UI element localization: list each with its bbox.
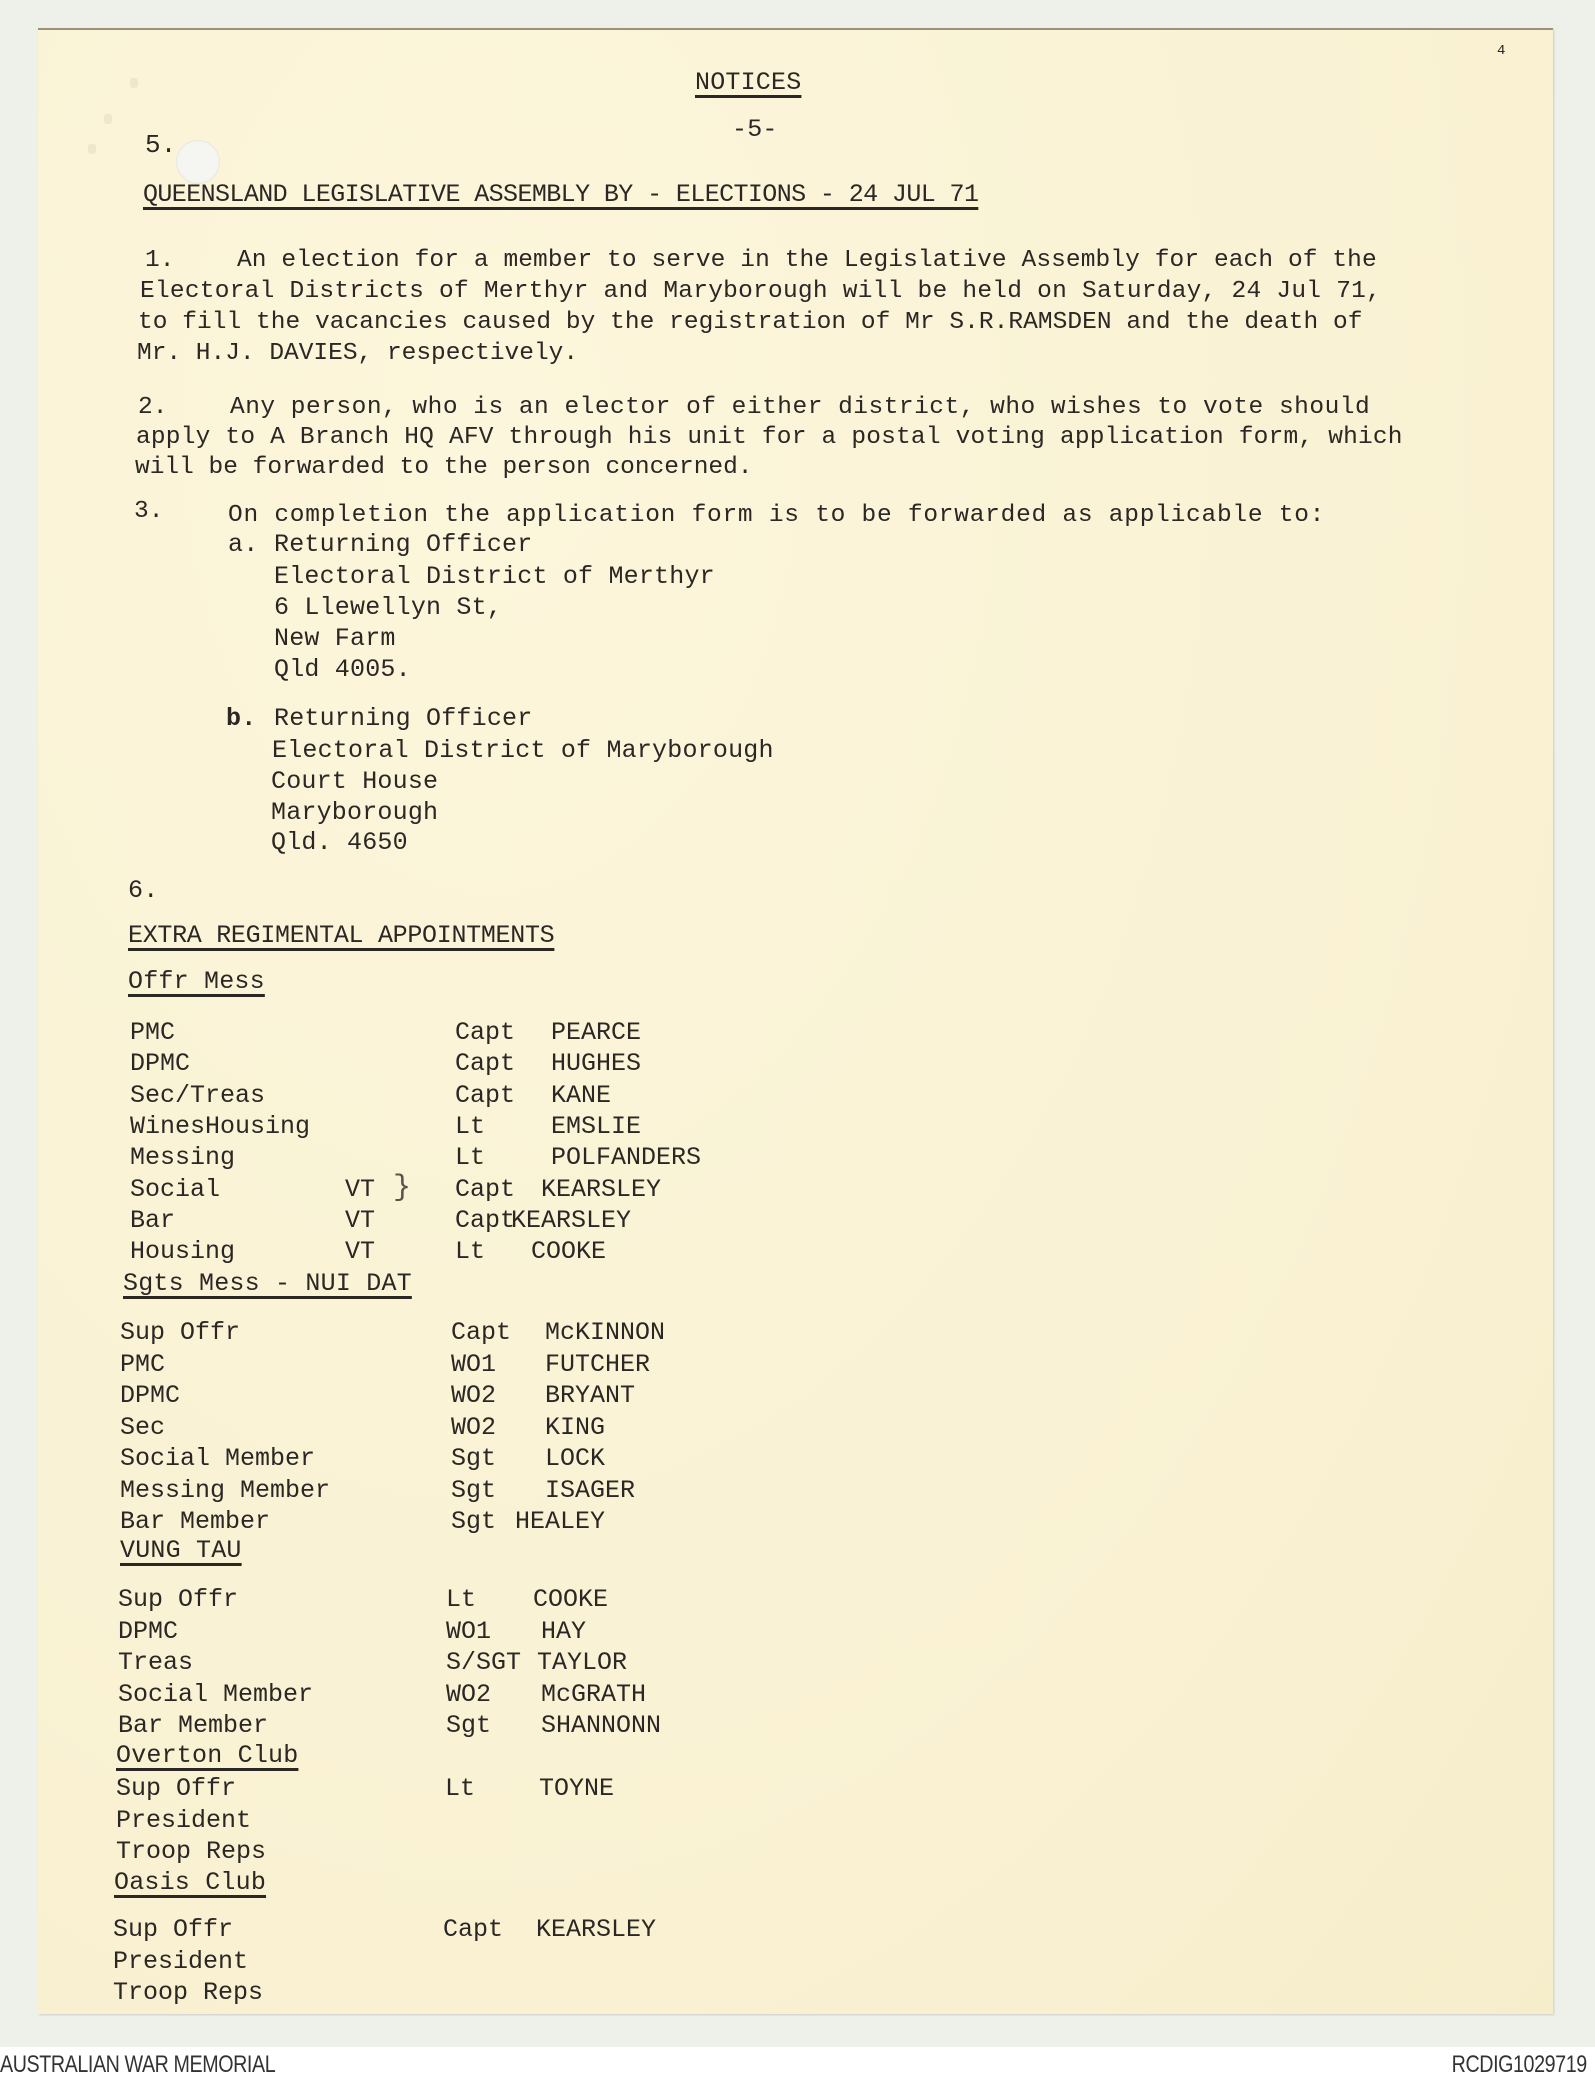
appointee-name: HUGHES	[551, 1049, 642, 1078]
appointment-role: Troop Reps	[116, 1837, 267, 1866]
appointee-rank: WO2	[451, 1413, 497, 1442]
address-line: Returning Officer	[274, 530, 533, 559]
appointee-rank: Capt	[455, 1081, 516, 1110]
appointee-rank: Lt	[455, 1143, 486, 1172]
appointee-name: SHANNONN	[541, 1711, 662, 1740]
appointee-rank: Capt	[443, 1915, 504, 1944]
appointment-role: Social Member	[118, 1680, 314, 1709]
paper-damage	[104, 114, 112, 124]
appointee-rank: Sgt	[451, 1507, 497, 1536]
address-line: Maryborough	[271, 798, 439, 827]
appointee-rank: Lt	[445, 1774, 476, 1803]
paragraph-line: Mr. H.J. DAVIES, respectively.	[137, 340, 579, 367]
address-letter: b.	[226, 704, 257, 733]
appointee-name: ISAGER	[545, 1476, 636, 1505]
appointment-role: Messing Member	[120, 1476, 331, 1505]
appointee-rank: Capt	[455, 1175, 516, 1204]
paragraph-number: 1.	[145, 247, 175, 274]
appointee-rank: WO1	[451, 1350, 497, 1379]
appointee-name: TOYNE	[539, 1774, 615, 1803]
appointment-role: DPMC	[118, 1617, 179, 1646]
appointment-role: Bar Member	[118, 1711, 269, 1740]
paper-damage	[88, 144, 96, 154]
appointee-rank: Capt	[451, 1318, 512, 1347]
appointment-role: President	[113, 1947, 249, 1976]
group-title: VUNG TAU	[120, 1536, 242, 1565]
punch-hole	[176, 140, 220, 184]
appointment-role: Messing	[130, 1143, 236, 1172]
appointee-rank: Sgt	[451, 1476, 497, 1505]
appointee-name: McGRATH	[541, 1680, 647, 1709]
paragraph-line: to fill the vacancies caused by the registration of Mr S.R.RAMSDEN and the death of	[138, 309, 1363, 336]
appointee-rank: Lt	[455, 1237, 486, 1266]
appointee-name: PEARCE	[551, 1018, 642, 1047]
appointee-name: KEARSLEY	[541, 1175, 662, 1204]
paragraph-line: Electoral Districts of Merthyr and Maryborough will be held on Saturday, 24 Jul 71,	[140, 278, 1382, 305]
appointment-role: Treas	[118, 1648, 194, 1677]
appointment-role: Sup Offr	[116, 1774, 237, 1803]
appointment-role: WinesHousing	[130, 1112, 311, 1141]
page-number: -5-	[732, 115, 778, 144]
appointment-role: DPMC	[120, 1381, 181, 1410]
institution-label: AUSTRALIAN WAR MEMORIAL	[0, 2051, 276, 2078]
section-heading: QUEENSLAND LEGISLATIVE ASSEMBLY BY - ELECTIONS - 24 JUL 71	[143, 180, 979, 209]
address-line: Electoral District of Maryborough	[272, 736, 774, 765]
appointee-rank: Sgt	[446, 1711, 492, 1740]
appointee-name: KEARSLEY	[536, 1915, 657, 1944]
appointee-rank: WO2	[446, 1680, 492, 1709]
appointee-name: KANE	[551, 1081, 612, 1110]
address-line: Qld 4005.	[274, 655, 411, 684]
appointee-rank: S/SGT	[446, 1648, 522, 1677]
appointment-role: Sup Offr	[113, 1915, 234, 1944]
paragraph-line: An election for a member to serve in the Legislative Assembly for each of the	[237, 247, 1377, 274]
paragraph-line: will be forwarded to the person concerned.	[135, 454, 753, 481]
appointment-role: DPMC	[130, 1049, 191, 1078]
appointee-rank: Lt	[446, 1585, 477, 1614]
appointment-role: PMC	[130, 1018, 176, 1047]
paragraph-number: 3.	[134, 498, 164, 525]
appointee-name: KING	[545, 1413, 606, 1442]
paragraph-line: Any person, who is an elector of either district, who wishes to vote should	[230, 394, 1371, 421]
appointee-name: LOCK	[545, 1444, 606, 1473]
appointee-name: POLFANDERS	[551, 1143, 702, 1172]
appointment-role: President	[116, 1806, 252, 1835]
corner-mark: 4	[1497, 43, 1506, 59]
bracket-mark: }	[393, 1171, 412, 1205]
appointment-role: Sec/Treas	[130, 1081, 266, 1110]
section-number: 5.	[145, 130, 177, 160]
address-line: 6 Llewellyn St,	[274, 593, 503, 622]
appointment-role: Sec	[120, 1413, 166, 1442]
address-letter: a.	[228, 530, 259, 559]
appointee-name: KEARSLEY	[511, 1206, 632, 1235]
appointee-rank: WO1	[446, 1617, 492, 1646]
address-line: Returning Officer	[274, 704, 533, 733]
paragraph-line: On completion the application form is to be forwarded as applicable to:	[228, 502, 1326, 529]
appointee-name: COOKE	[533, 1585, 609, 1614]
appointment-role: Housing	[130, 1237, 236, 1266]
location-note: VT	[345, 1175, 376, 1204]
appointment-role: Social	[130, 1175, 221, 1204]
group-title: Overton Club	[116, 1741, 299, 1770]
appointee-name: EMSLIE	[551, 1112, 642, 1141]
page-title: NOTICES	[695, 68, 802, 97]
appointment-role: PMC	[120, 1350, 166, 1379]
appointee-name: TAYLOR	[537, 1648, 628, 1677]
paragraph-number: 2.	[138, 394, 168, 421]
appointee-rank: Lt	[455, 1112, 486, 1141]
section-heading: EXTRA REGIMENTAL APPOINTMENTS	[128, 921, 555, 950]
appointee-rank: Sgt	[451, 1444, 497, 1473]
address-line: Qld. 4650	[271, 828, 408, 857]
appointee-name: McKINNON	[545, 1318, 666, 1347]
address-line: New Farm	[274, 624, 396, 653]
appointee-rank: WO2	[451, 1381, 497, 1410]
appointee-name: HEALEY	[515, 1507, 606, 1536]
address-line: Court House	[271, 767, 439, 796]
appointee-name: BRYANT	[545, 1381, 636, 1410]
appointee-rank: Capt	[455, 1018, 516, 1047]
appointment-role: Bar Member	[120, 1507, 271, 1536]
appointee-name: FUTCHER	[545, 1350, 651, 1379]
section-number: 6.	[128, 876, 159, 905]
appointee-rank: Capt	[455, 1049, 516, 1078]
group-title: Offr Mess	[128, 967, 265, 996]
paragraph-line: apply to A Branch HQ AFV through his unit for a postal voting application form, which	[136, 424, 1403, 451]
appointment-role: Troop Reps	[113, 1978, 264, 2007]
appointee-rank: Capt	[455, 1206, 516, 1235]
appointment-role: Sup Offr	[118, 1585, 239, 1614]
location-note: VT	[345, 1237, 376, 1266]
address-line: Electoral District of Merthyr	[274, 562, 715, 591]
record-id: RCDIG1029719	[1451, 2051, 1587, 2078]
footer	[0, 2047, 1595, 2082]
appointment-role: Social Member	[120, 1444, 316, 1473]
group-title: Oasis Club	[114, 1868, 267, 1897]
appointee-name: COOKE	[531, 1237, 607, 1266]
paper-damage	[130, 78, 138, 88]
appointee-name: HAY	[541, 1617, 587, 1646]
appointment-role: Bar	[130, 1206, 176, 1235]
group-title: Sgts Mess - NUI DAT	[123, 1269, 412, 1298]
appointment-role: Sup Offr	[120, 1318, 241, 1347]
location-note: VT	[345, 1206, 376, 1235]
